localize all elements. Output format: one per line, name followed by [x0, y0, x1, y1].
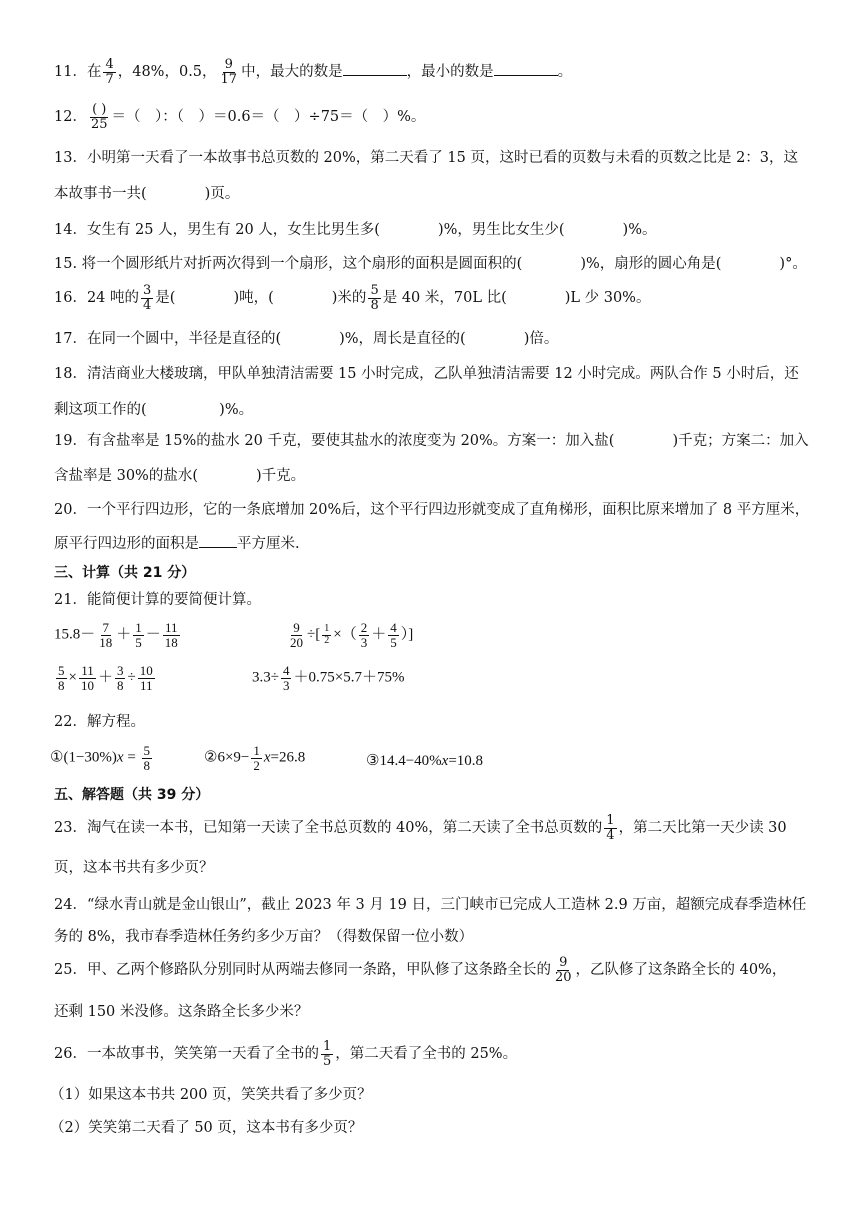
question-25-line-2: 还剩 150 米没修。这条路全长多少米？: [54, 1004, 309, 1020]
equation-1: ①(1−30%)x = $\frac{5}{8}$: [50, 743, 151, 773]
question-18-line-2: 剩这项工作的( )%。: [54, 402, 254, 418]
fraction: $\frac{4}{7}$: [105, 57, 114, 87]
fraction: $\frac{1}{2}$: [253, 743, 260, 773]
fraction: $\frac{5}{8}$: [143, 743, 151, 773]
fraction: $\frac{9}{17}$: [220, 57, 238, 87]
answer-blank[interactable]: [199, 547, 237, 548]
fraction: $\frac{4}{3}$: [282, 663, 290, 693]
fraction: $\frac{10}{11}$: [139, 663, 153, 693]
calc-expression-3: $\frac{5}{8}$ × $\frac{11}{10}$ ＋ $\frac{3}{8}$ ÷ $\frac{10}{11}$: [58, 663, 153, 693]
fraction: $\frac{5}{8}$: [370, 283, 379, 313]
question-19-line-1: 19．有含盐率是 15%的盐水 20 千克，要使其盐水的浓度变为 20%。方案一：加入盐( )千克；方案二：加入: [54, 433, 809, 449]
question-20-line-2: 原平行四边形的面积是 平方厘米.: [54, 536, 300, 552]
answer-blank[interactable]: [494, 75, 558, 76]
fraction: $\frac{11}{18}$: [164, 620, 178, 650]
fraction: $\frac{( )}{25}$: [90, 102, 108, 132]
question-18-line-1: 18．清洁商业大楼玻璃，甲队单独清洁需要 15 小时完成，乙队单独清洁需要 12 小时完成。两队合作 5 小时后，还: [54, 366, 799, 382]
fraction: $\frac{11}{10}$: [80, 663, 94, 693]
question-20-line-1: 20．一个平行四边形，它的一条底增加 20%后，这个平行四边形就变成了直角梯形，面积比原来增加了 8 平方厘米，: [54, 502, 810, 518]
answer-blank[interactable]: [343, 75, 407, 76]
question-23-line-1: 23．淘气在读一本书，已知第一天读了全书总页数的 40%，第二天读了全书总页数的 $\frac{1}{4}$ ，第二天比第一天少读 30: [54, 813, 787, 843]
calc-expression-2: $\frac{9}{20}$ ÷[ $\frac{1}{2}$ ×（ $\frac{2}{3}$ ＋ $\frac{4}{5}$ ）]: [290, 620, 414, 650]
question-12: 12． $\frac{( )}{25}$ ＝（ ）：（ ）＝0.6＝（ ）÷75＝（ ）%。: [54, 102, 426, 132]
fraction: $\frac{3}{4}$: [143, 283, 152, 313]
fraction: $\frac{9}{20}$: [554, 955, 572, 985]
section-3-heading: 三、计算（共 21 分）: [54, 565, 196, 581]
question-13-line-2: 本故事书一共( )页。: [54, 186, 240, 202]
question-26-line-1: 26．一本故事书，笑笑第一天看了全书的 $\frac{1}{5}$ ，第二天看了全书的 25%。: [54, 1039, 518, 1069]
equation-3: ③14.4−40%x=10.8: [366, 753, 484, 769]
fraction: $\frac{7}{18}$: [99, 620, 113, 650]
fraction: $\frac{9}{20}$: [290, 620, 303, 650]
question-24-line-2: 务的 8%，我市春季造林任务约多少万亩？（得数保留一位小数）: [54, 929, 474, 945]
question-21: 21．能简便计算的要简便计算。: [54, 592, 261, 608]
question-24-line-1: 24．“绿水青山就是金山银山”，截止 2023 年 3 月 19 日，三门峡市已完成人工造林 2.9 万亩，超额完成春季造林任: [54, 897, 807, 913]
question-13-line-1: 13．小明第一天看了一本故事书总页数的 20%，第二天看了 15 页，这时已看的页数与未看的页数之比是 2：3，这: [54, 150, 799, 166]
question-11: 11．在 $\frac{4}{7}$ ，48%，0.5， $\frac{9}{17}$ 中，最大的数是 ，最小的数是 。: [54, 57, 573, 87]
equation-2: ②6×9− $\frac{1}{2}$ x=26.8: [204, 743, 306, 773]
fraction: $\frac{3}{8}$: [116, 663, 124, 693]
question-16: 16．24 吨的 $\frac{3}{4}$ 是( )吨，( )米的 $\frac{5}{8}$ 是 40 米，70L 比( )L 少 30%。: [54, 283, 651, 313]
fraction: $\frac{1}{2}$: [324, 623, 330, 646]
fraction: $\frac{5}{8}$: [58, 663, 65, 693]
calc-expression-1: 15.8－ $\frac{7}{18}$ ＋ $\frac{1}{5}$ － $\frac{11}{18}$: [54, 620, 178, 650]
question-26-sub-1: （1）如果这本书共 200 页，笑笑共看了多少页？: [50, 1087, 372, 1103]
fraction: $\frac{2}{3}$: [360, 620, 368, 650]
question-19-line-2: 含盐率是 30%的盐水( )千克。: [54, 468, 306, 484]
question-25-line-1: 25．甲、乙两个修路队分别同时从两端去修同一条路，甲队修了这条路全长的 $\frac{9}{20}$ ，乙队修了这条路全长的 40%，: [54, 955, 787, 985]
question-23-line-2: 页，这本书共有多少页？: [54, 860, 214, 876]
fraction: $\frac{1}{5}$: [135, 620, 142, 650]
section-5-heading: 五、解答题（共 39 分）: [54, 787, 210, 803]
fraction: $\frac{1}{5}$: [322, 1039, 332, 1069]
fraction: $\frac{1}{4}$: [606, 813, 615, 843]
question-14: 14．女生有 25 人，男生有 20 人，女生比男生多( )%，男生比女生少( )%。: [54, 222, 657, 238]
question-26-sub-2: （2）笑笑第二天看了 50 页，这本书有多少页？: [50, 1120, 363, 1136]
question-22: 22．解方程。: [54, 714, 145, 730]
question-15: 15. 将一个圆形纸片对折两次得到一个扇形，这个扇形的面积是圆面积的( )%，扇形的圆心角是( )°。: [54, 256, 807, 272]
fraction: $\frac{4}{5}$: [390, 620, 397, 650]
calc-expression-4: 3.3÷ $\frac{4}{3}$ ＋0.75×5.7＋75%: [252, 663, 405, 693]
question-17: 17．在同一个圆中，半径是直径的( )%，周长是直径的( )倍。: [54, 331, 559, 347]
